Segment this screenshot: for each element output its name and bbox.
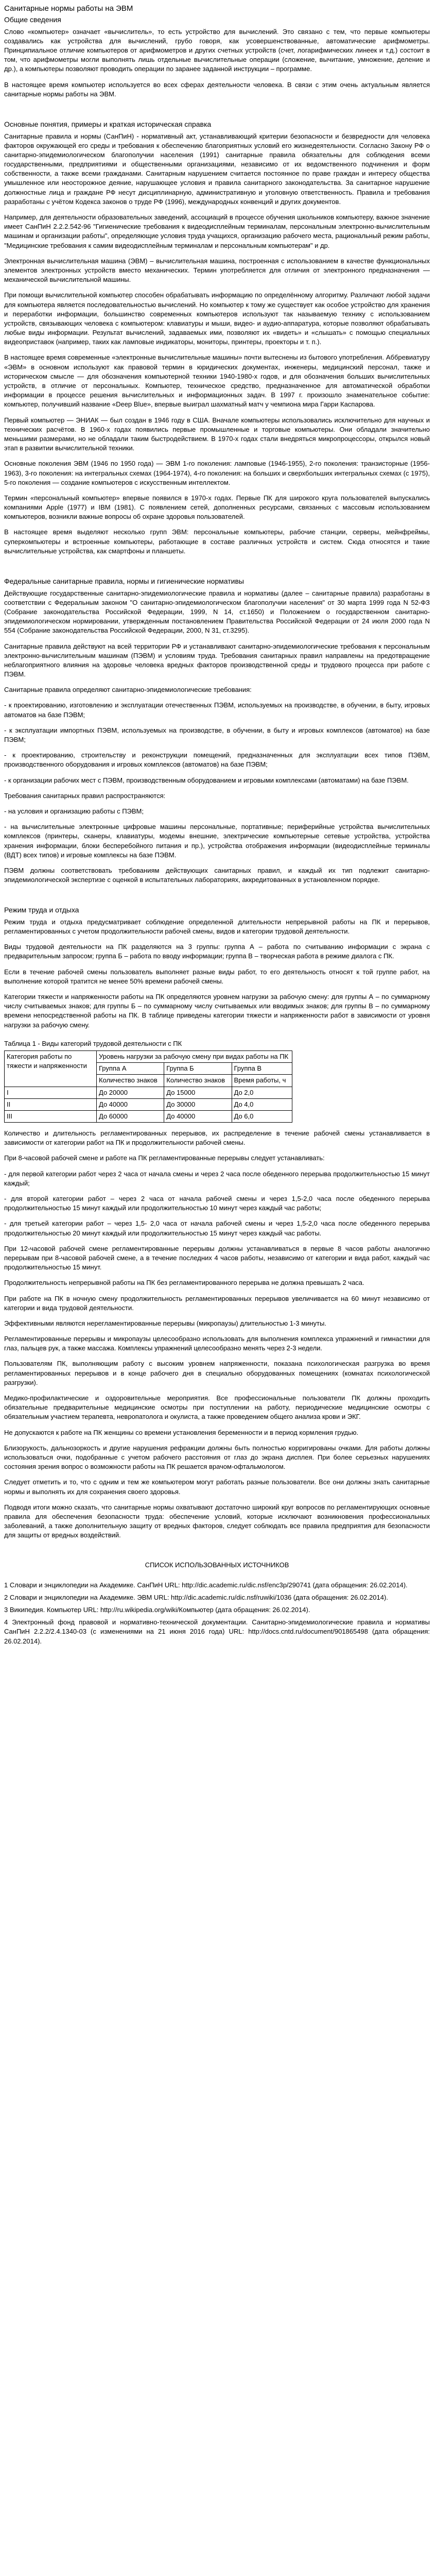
paragraph: Электронная вычислительная машина (ЭВМ) – вычислительная машина, построенная с использованием в качестве функциональных элементов электронных устройств вместо механических. Термин употребляется для отличия от электронного предназначения — механической вычислительной машины. [4,257,430,284]
table-cell-category: III [5,1110,97,1122]
table-header-v-unit: Время работы, ч [232,1075,292,1087]
paragraph: При 12-часовой рабочей смене регламентированные перерывы должны устанавливаться в первые 8 часов работы аналогично перерывам при 8-часовой рабочей смене, а в течение последних 4 часов работы, независимо от категории и вида работ, каждый час продолжительностью 15 минут. [4,1244,430,1272]
paragraph: Первый компьютер — ЭНИАК — был создан в 1946 году в США. Вначале компьютеры использовались исключительно для научных и технических расчётов. В 1960-х годах появились первые промышленные и торговые компьютеры. Они обладали значительно меньшими размерами, но не обладали таким быстродействием. В 1970-х годах стали внедряться микропроцессоры, открылся новый этап в развитии вычислительной техники. [4,416,430,452]
paragraph: Термин «персональный компьютер» впервые появился в 1970-х годах. Первые ПК для широкого круга пользователей выпускались компаниями Apple (1977) и IBM (1981). С появлением сетей, дополненных ресурсами, связанных с массовым использованием компьютеров, возникли важные вопросы об охране здоровья пользователей. [4,494,430,521]
section-title-sanpin: Федеральные санитарные правила, нормы и гигиенические нормативы [4,577,244,585]
paragraph: Эффективными являются нерегламентированные перерывы (микропаузы) длительностью 1-3 минуты. [4,1319,326,1327]
paragraph: Слово «компьютер» означает «вычислитель», то есть устройство для вычислений. Это связано с тем, что первые компьютеры создавались как устройства для вычислений, грубо говоря, как усовершенствованные, автоматические арифмометры. Принципиальное отличие компьютеров от арифмометров и других счетных устройств (счет, логарифмических линеек и т.д.) состоит в том, что арифмометры могли выполнять лишь отдельные вычислительные операции (сложение, вычитание, умножение, деление и др.), а компьютеры позволяют проводить операции по заранее заданной инструкции – программе. [4,27,430,73]
paragraph: Режим труда и отдыха предусматривает соблюдение определенной длительности непрерывной работы на ПК и перерывов, регламентированных с учетом продолжительности рабочей смены, видов и категории трудовой деятельности. [4,918,430,936]
table-cell-b: До 30000 [164,1098,232,1110]
paragraph: В настоящее время выделяют несколько групп ЭВМ: персональные компьютеры, рабочие станции, серверы, мейнфреймы, суперкомпьютеры и встроенные компьютеры, работающие в составе различных устройств и систем. Сюда относятся и такие вычислительные устройства, как смартфоны и планшеты. [4,528,430,555]
paragraph: ПЭВМ должны соответствовать требованиям действующих санитарных правил, и каждый их тип подлежит санитарно-эпидемиологической экспертизе с оценкой в испытательных лабораториях, аккредитованных в установленном порядке. [4,866,430,884]
table-header-load: Уровень нагрузки за рабочую смену при видах работы на ПК [97,1050,292,1062]
paragraph: - для третьей категории работ – через 1,5- 2,0 часа от начала рабочей смены и через 1,5-2,0 часа после обеденного перерыва продолжительностью 20 минут каждый или продолжительностью 15 минут через каждый час работы. [4,1219,430,1237]
table-cell-a: До 40000 [97,1098,164,1110]
table-cell-v: До 6,0 [232,1110,292,1122]
paragraph: - на вычислительные электронные цифровые машины персональные, портативные; периферийные устройства вычислительных комплексов (принтеры, сканеры, клавиатуры, модемы внешние, электрические компьютерные сетевые устройства, устройства хранения информации, блоки бесперебойного питания и пр.), устройства отображения информации (видеодисплейные терминалы (ВДТ) всех типов) и игровые комплексы на базе ПЭВМ. [4,823,430,859]
paragraph: Например, для деятельности образовательных заведений, ассоциаций в процессе обучения школьников компьютеру, важное значение имеет СанПиН 2.2.2.542-96 "Гигиенические требования к видеодисплейным терминалам, персональным электронно-вычислительным машинам и организации работы", определяющие условия труда учащихся, организацию рабочего места, рациональный режим работы, "Медицинские требования к самим видеодисплейным терминалам и персональным компьютерам" и др. [4,213,430,249]
paragraph: Близорукость, дальнозоркость и другие нарушения рефракции должны быть полностью корригированы очками. Для работы должны использоваться очки, подобранные с учетом рабочего расстояния от глаз до экрана дисплея. При более серьезных нарушениях состояния зрения вопрос о возможности работы на ПК решается врачом-офтальмологом. [4,1444,430,1471]
reference-item: 4 Электронный фонд правовой и нормативно-технической документации. Санитарно-эпидемиологические правила и нормативы СанПиН 2.2.2/2.4.1340-03 (с изменениями на 21 июня 2016 года) URL: http://docs.cntd.ru/document/901865498 (дата обращения: 26.02.2014). [4,1618,430,1645]
table-cell-category: II [5,1098,97,1110]
table-header-group-b: Группа Б [164,1063,232,1075]
paragraph: Категории тяжести и напряженности работы на ПК определяются уровнем нагрузки за рабочую смену: для группы А – по суммарному числу считываемых знаков; для группы Б – по суммарному числу считываемых или вводимых знаков; для группы В – по суммарному времени непосредственной работы на ПК. В таблице приведены категории тяжести и напряженности работ в зависимости от уровня нагрузки за рабочую смену. [4,993,430,1029]
paragraph: Следует отметить и то, что с одним и тем же компьютером могут работать разные пользователи. Все они должны знать санитарные нормы и выполнять их для сохранения своего здоровья. [4,1478,430,1496]
table-cell-a: До 60000 [97,1110,164,1122]
table-cell-v: До 4,0 [232,1098,292,1110]
section-title-regime: Режим труда и отдыха [4,906,79,914]
paragraph: - для второй категории работ – через 2 часа от начала рабочей смены и через 1,5-2,0 часа после обеденного перерыва продолжительностью 15 минут каждый или продолжительностью 10 минут через каждый час работы; [4,1195,430,1212]
sanpin-section [4,589,430,885]
paragraph: Санитарные правила действуют на всей территории РФ и устанавливают санитарно-эпидемиологические требования к персональным электронно-вычислительным машинам (ПЭВМ) и условиям труда. Требования санитарных правил направлены на предотвращение неблагоприятного влияния на здоровье человека вредных факторов производственной среды и трудового процесса при работе с ПЭВМ. [4,642,430,679]
table-header-b-unit: Количество знаков [164,1075,232,1087]
paragraph: Подводя итоги можно сказать, что санитарные нормы охватывают достаточно широкий круг вопросов по регламентирующих основные правила для обеспечения безопасности труда: обеспечение условий, которые исключают возникновения профессиональных заболеваний, а также дополнительную защиту от вредных факторов, следует соблюдать все правила предприятия для безопасности для защиты от вредных воздействий. [4,1503,430,1539]
table-cell-category: I [5,1087,97,1098]
paragraph: Регламентированные перерывы и микропаузы целесообразно использовать для выполнения комплекса упражнений и гимнастики для глаз, пальцев рук, а также массажа. Комплексы упражнений целесообразно менять через 2-3 недели. [4,1335,430,1352]
paragraph: Медико-профилактические и оздоровительные мероприятия. Все профессиональные пользователи ПК должны проходить обязательные предварительные медицинские осмотры при поступлении на работу, периодические медицинские осмотры с обязательным участием терапевта, невропатолога и окулиста, а также проведением общего анализа крови и ЭКГ. [4,1394,430,1421]
document-title: Санитарные нормы работы на ЭВМ [4,4,133,13]
table-header-category: Категория работы по тяжести и напряженности [5,1050,97,1087]
basic-section [4,132,430,556]
paragraph: Продолжительность непрерывной работы на ПК без регламентированного перерыва не должна превышать 2 часа. [4,1279,364,1287]
intro-section [4,27,430,99]
paragraph: Пользователям ПК, выполняющим работу с высоким уровнем напряженности, показана психологическая разгрузка во время регламентированных перерывов и в конце рабочего дня в специально оборудованных помещениях (комнатах психологической разгрузки). [4,1360,430,1386]
table-row [5,1110,292,1122]
table-cell-a: До 20000 [97,1087,164,1098]
paragraph: - на условия и организацию работы с ПЭВМ; [4,807,144,815]
paragraph: - к проектированию, строительству и реконструкции помещений, предназначенных для эксплуатации всех типов ПЭВМ, производственного оборудования и игровых комплексов (автоматов) на базе ПЭВМ; [4,751,430,769]
reference-item: 1 Словари и энциклопедии на Академике. СанПиН URL: http://dic.academic.ru/dic.nsf/enc3p/290741 (дата обращения: 26.02.2014). [4,1581,408,1589]
table-cell-b: До 15000 [164,1087,232,1098]
table-cell-b: До 40000 [164,1110,232,1122]
regime-section [4,918,430,1030]
paragraph: В настоящее время компьютер используется во всех сферах деятельности человека. В связи с этим очень актуальным является санитарные нормы работы на ЭВМ. [4,80,430,98]
table-header-group-v: Группа В [232,1063,292,1075]
references-title: СПИСОК ИСПОЛЬЗОВАННЫХ ИСТОЧНИКОВ [145,1561,289,1569]
references-list [4,1581,430,1646]
paragraph: Количество и длительность регламентированных перерывов, их распределение в течение рабочей смены устанавливается в зависимости от категории работ на ПК и продолжительности рабочей смены. [4,1129,430,1147]
table-header-group-a: Группа А [97,1063,164,1075]
paragraph: Санитарные правила и нормы (СанПиН) - нормативный акт, устанавливающий критерии безопасности и безвредности для человека факторов окружающей его среды и требования к обеспечению благоприятных условий его жизнедеятельности. Согласно Закону РФ о санитарно-эпидемиологическом благополучии населения (1991) санитарные правила обязательны для соблюдения всеми государственными, предприятиями и общественными организациями, независимо от их ведомственного подчинения и форм собственности, а также всеми гражданами. Санитарным нарушением считается постоянное по праве граждан и интересу общества умышленное или неосторожное деяние, нарушающее условия и правила санитарного законодательства. За санитарное нарушение должностные лица и граждане РФ несут дисциплинарную, административную и уголовную ответственность. Правила и требования разработаны с учётом Кодекса законов о труде РФ (1996), международных конвенций и других документов. [4,132,430,206]
paragraph: Не допускаются к работе на ПК женщины со времени установления беременности и в период кормления грудью. [4,1428,359,1436]
paragraph: Основные поколения ЭВМ (1946 по 1950 года) — ЭВМ 1-го поколения: ламповые (1946-1955), 2-го поколения: транзисторные (1956-1963), 3-го поколения: на интегральных схемах (1964-1974), 4-го поколения: на больших и сверхбольших интегральных схемах (с 1975), 5-го поколения — создание компьютеров с искусственным интеллектом. [4,460,430,486]
work-categories-table [4,1050,292,1123]
table-row [5,1098,292,1110]
table-header-a-unit: Количество знаков [97,1075,164,1087]
paragraph: Действующие государственные санитарно-эпидемиологические правила и нормативы (далее – санитарные правила) разработаны в соответствии с Федеральным законом "О санитарно-эпидемиологическом благополучии населения" от 30 марта 1999 года N 52-ФЗ (Собрание законодательства Российской Федерации, 1999, N 14, ст.1650) и Положением о государственном санитарно-эпидемиологическом нормировании, утвержденным постановлением Правительства Российской Федерации от 24 июля 2000 года N 554 (Собрание законодательства Российской Федерации, 2000, N 31, ст.3295). [4,589,430,635]
paragraph: При помощи вычислительной компьютер способен обрабатывать информацию по определённому алгоритму. Различают любой задачи для компьютера является последовательностью вычислений. Но компьютер к тому же существует как особое устройство для хранения и переработки информации, большинство современных компьютеров используют так называемую технику с использованием устройств, связывающих человека с компьютером: клавиатуры и мыши, видео- и аудио-аппаратура, которые позволяют обрабатывать любые виды информации. Результат вычислений, задаваемых ими, позволяют их «видеть» и «слышать» с помощью специальных видеоприставок (например, таких как ламповые индикаторы, мониторы, принтеры, проекторы и т. п.). [4,291,430,346]
reference-item: 3 Википедия. Компьютер URL: http://ru.wikipedia.org/wiki/Компьютер (дата обращения: 26.02.2014). [4,1606,310,1614]
paragraph: Виды трудовой деятельности на ПК разделяются на 3 группы: группа А – работа по считыванию информации с экрана с предварительным запросом; группа Б – работа по вводу информации; группа В – творческая работа в режиме диалога с ПК. [4,943,430,960]
paragraph: - для первой категории работ через 2 часа от начала смены и через 2 часа после обеденного перерыва продолжительностью 15 минут каждый; [4,1170,430,1187]
paragraph: В настоящее время современные «электронные вычислительные машины» почти вытеснены из бытового употребления. Аббревиатуру «ЭВМ» в основном используют как правовой термин в юридических документах, инженеры, медицинский персонал, также и историческом смысле — для обозначения компьютерной техники 1940-1980-х годов, и для обозначения больших вычислительных устройств, в отличие от персональных. Компьютер, техническое средство, предназначенное для автоматической обработки информации в процессе решения вычислительных и информационных задач. В 1997 г. произошло знаменательное событие: компьютер, получивший название «Deep Blue», впервые выиграл шахматный матч у чемпиона мира Гарри Каспарова. [4,353,430,409]
paragraph: Санитарные правила определяют санитарно-эпидемиологические требования: [4,686,252,694]
paragraph: - к проектированию, изготовлению и эксплуатации отечественных ПЭВМ, используемых на производстве, в обучении, в быту, игровых автоматов на базе ПЭВМ; [4,701,430,719]
paragraph: При работе на ПК в ночную смену продолжительность регламентированных перерывов увеличивается на 60 минут независимо от категории и вида трудовой деятельности. [4,1294,430,1312]
paragraph: При 8-часовой рабочей смене и работе на ПК регламентированные перерывы следует устанавливать: [4,1154,325,1162]
section-title-intro: Общие сведения [4,15,61,24]
table-row [5,1087,292,1098]
paragraph: - к организации рабочих мест с ПЭВМ, производственным оборудованием и игровыми комплексами (автоматами) на базе ПЭВМ. [4,776,409,784]
section-title-basic: Основные понятия, примеры и краткая историческая справка [4,120,212,128]
paragraph: - к эксплуатации импортных ПЭВМ, используемых на производстве, в обучении, в быту и игровых комплексов (автоматов) на базе ПЭВМ; [4,726,430,744]
table-title: Таблица 1 - Виды категорий трудовой деятельности с ПК [4,1039,182,1047]
table-cell-v: До 2,0 [232,1087,292,1098]
reference-item: 2 Словари и энциклопедии на Академике. ЭВМ URL: http://dic.academic.ru/dic.nsf/ruwiki/1036 (дата обращения: 26.02.2014). [4,1593,388,1601]
paragraph: Требования санитарных правил распространяются: [4,791,166,800]
paragraph: Если в течение рабочей смены пользователь выполняет разные виды работ, то его деятельность относят к той группе работ, на выполнение которой тратится не менее 50% времени рабочей смены. [4,968,430,985]
after-table-section [4,1129,430,1540]
